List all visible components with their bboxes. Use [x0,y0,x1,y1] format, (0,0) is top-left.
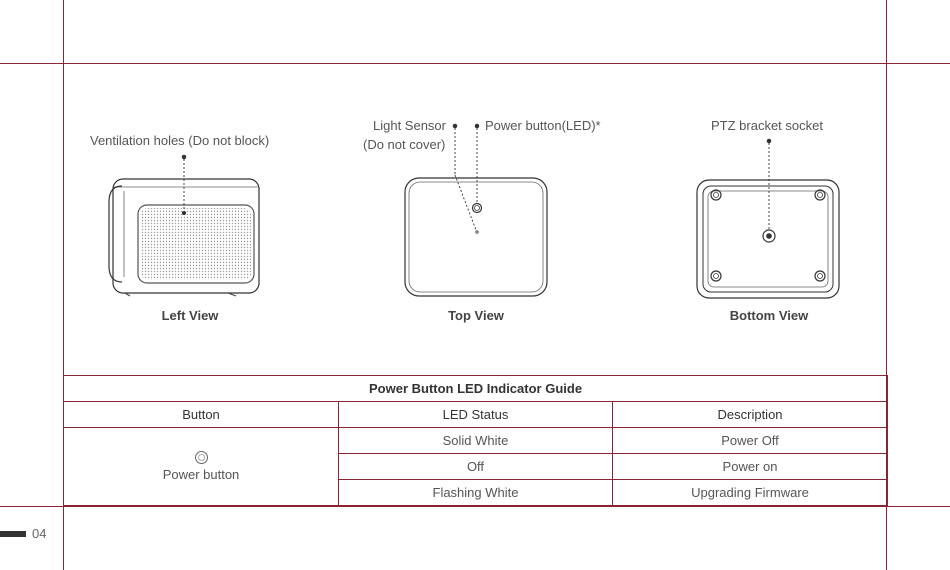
bottom-view-label: Bottom View [729,308,809,323]
table-title: Power Button LED Indicator Guide [64,376,888,402]
power-button-cell [64,428,339,506]
top-view-leaders [453,124,479,230]
top-view-drawing [405,178,547,296]
left-view-label: Left View [161,308,219,323]
header-led-status: LED Status [339,402,613,428]
description-cell: Upgrading Firmware [613,480,888,506]
led-indicator-table [63,375,888,506]
frame-line-bottom [0,506,950,507]
power-button-label: Power button [162,467,240,482]
power-button-icon [195,451,208,464]
light-sensor-callout: Light Sensor [373,118,446,133]
led-status-cell: Flashing White [339,480,613,506]
page-number: 04 [32,526,47,541]
ptz-socket-callout: PTZ bracket socket [711,118,823,133]
left-view-leader [182,155,186,214]
ventilation-callout: Ventilation holes (Do not block) [90,133,270,148]
table-header-row [64,402,888,428]
top-view-label: Top View [448,308,504,323]
light-sensor-note: (Do not cover) [363,137,446,152]
led-status-cell: Off [339,454,613,480]
header-description: Description [613,402,888,428]
description-cell: Power Off [613,428,888,454]
page-number-bar [0,531,26,537]
description-cell: Power on [613,454,888,480]
table-row [64,428,888,454]
led-status-cell: Solid White [339,428,613,454]
header-button: Button [64,402,339,428]
bottom-view-leader [767,139,771,230]
bottom-view-drawing [697,180,839,298]
power-button-callout: Power button(LED)* [485,118,601,133]
